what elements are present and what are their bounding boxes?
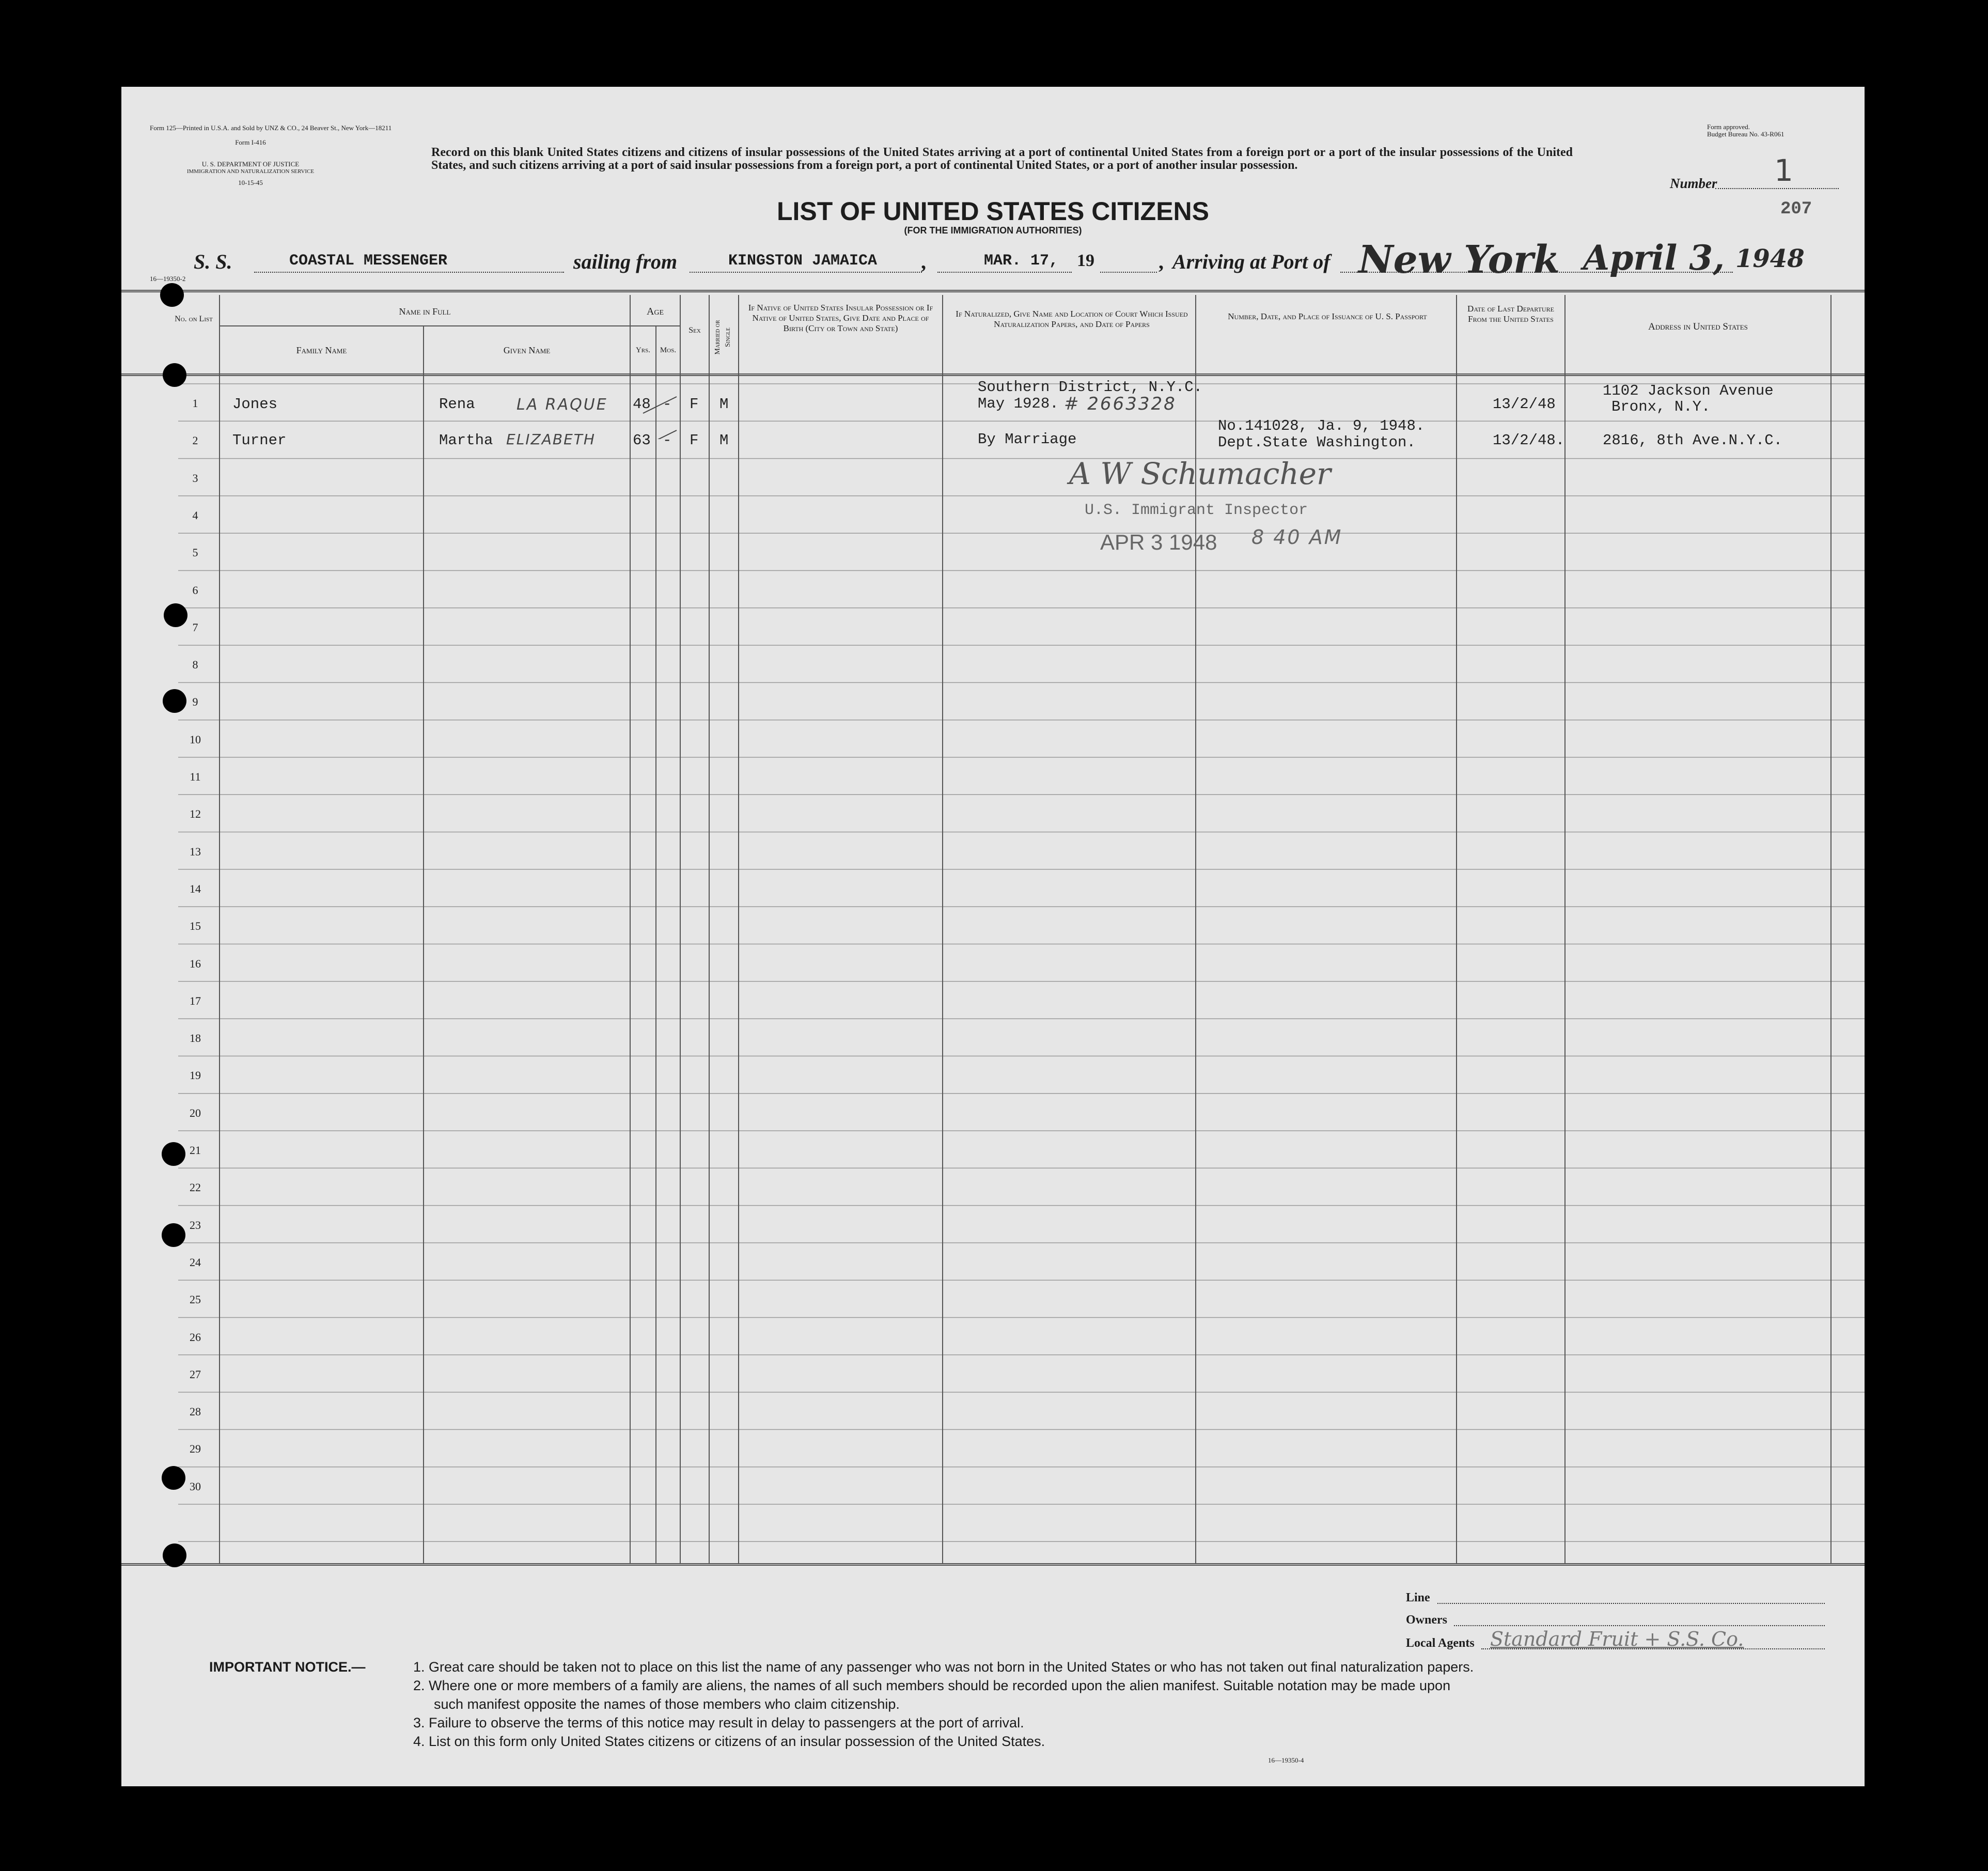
address-line-1: 2816, 8th Ave.N.Y.C. <box>1603 432 1783 449</box>
local-agents-label: Local Agents <box>1406 1636 1475 1650</box>
passport-number: No.141028, Ja. 9, 1948. <box>1218 417 1425 434</box>
age-years: 63 <box>633 432 651 449</box>
row-number: 28 <box>190 1405 201 1418</box>
arrival-date: April 3, <box>1583 238 1725 278</box>
col-naturalized: If Naturalized, Give Name and Location of Court Which Issued Naturalization Papers, and Date of Papers <box>956 309 1188 329</box>
naturalization-court: By Marriage <box>978 431 1077 448</box>
row-number: 18 <box>190 1032 201 1045</box>
col-yrs: Yrs. <box>635 346 651 354</box>
number-handwritten: 1 <box>1774 153 1795 188</box>
sex: F <box>690 396 699 413</box>
last-departure: 13/2/48. <box>1493 432 1565 449</box>
manifest-sheet <box>121 87 1865 1786</box>
col-last-departure: Date of Last Departure From the United States <box>1467 304 1554 324</box>
punch-hole <box>163 363 186 387</box>
col-given-name: Given Name <box>503 345 551 355</box>
budget-bureau: Budget Bureau No. 43-R061 <box>1707 130 1784 138</box>
punch-hole <box>162 1142 185 1166</box>
address-line-1: 1102 Jackson Avenue <box>1603 382 1774 399</box>
sex: F <box>690 432 699 449</box>
sailing-label: sailing from <box>573 250 678 273</box>
col-name-in-full: Name in Full <box>399 306 451 317</box>
row-number: 13 <box>190 845 201 858</box>
row-number: 26 <box>190 1330 201 1344</box>
bottom-code: 16—19350-4 <box>1268 1756 1304 1764</box>
owners-label: Owners <box>1406 1613 1447 1627</box>
row-number: 1 <box>192 397 198 410</box>
department: U. S. DEPARTMENT OF JUSTICE <box>201 160 300 168</box>
row-number: 15 <box>190 919 201 933</box>
family-name: Turner <box>232 432 287 449</box>
inspector-title-stamp: U.S. Immigrant Inspector <box>1085 502 1308 519</box>
row-number: 12 <box>190 807 201 821</box>
col-passport: Number, Date, and Place of Issuance of U. S. Passport <box>1228 311 1427 321</box>
line-label: Line <box>1406 1591 1430 1604</box>
punch-hole <box>162 1223 185 1247</box>
row-number: 19 <box>190 1069 201 1082</box>
given-name: Martha <box>439 432 493 449</box>
given-name-handwritten: ELIZABETH <box>506 431 596 448</box>
printer-line: Form 125—Printed in U.S.A. and Sold by UNZ & CO., 24 Beaver St., New York—18211 <box>150 124 392 132</box>
row-number: 29 <box>190 1442 201 1456</box>
address-line-2: Bronx, N.Y. <box>1611 398 1711 415</box>
row-number: 25 <box>190 1293 201 1306</box>
age-months: - <box>663 432 672 449</box>
service: IMMIGRATION AND NATURALIZATION SERVICE <box>186 168 315 175</box>
page-subtitle: (FOR THE IMMIGRATION AUTHORITIES) <box>904 225 1082 236</box>
row-grid <box>121 87 1865 1786</box>
row-number: 27 <box>190 1367 201 1381</box>
page-title: LIST OF UNITED STATES CITIZENS <box>776 197 1210 226</box>
row-number: 9 <box>192 695 198 709</box>
tick-marks <box>638 382 700 439</box>
col-family-name: Family Name <box>296 345 347 355</box>
line-underline <box>1437 1603 1825 1604</box>
col-age: Age <box>646 306 664 317</box>
family-name: Jones <box>232 396 278 413</box>
naturalization-date: May 1928. <box>978 395 1059 412</box>
row-number: 3 <box>192 471 198 485</box>
age-years: 48 <box>633 396 651 413</box>
notice-item-2: 2. Where one or more members of a family are aliens, the names of all such members should be recorded upon the alien manifest. Suitable notation may be made upon <box>413 1678 1451 1693</box>
row-number: 24 <box>190 1255 201 1269</box>
row-number: 30 <box>190 1479 201 1493</box>
row-number: 8 <box>192 658 198 672</box>
inspector-signature: A W Schumacher <box>1069 456 1331 491</box>
col-address: Address in United States <box>1648 321 1748 332</box>
punch-hole <box>164 603 187 627</box>
passport-place: Dept.State Washington. <box>1218 434 1416 451</box>
row-number: 10 <box>190 732 201 746</box>
owners-underline <box>1454 1625 1825 1626</box>
arrival-year: 1948 <box>1735 244 1805 273</box>
comma-1: , <box>921 250 926 273</box>
row-number: 22 <box>190 1181 201 1194</box>
date-stamp: APR 3 1948 <box>1100 530 1217 554</box>
row-number: 11 <box>190 770 201 783</box>
punch-hole <box>160 283 184 307</box>
age-months: - <box>663 396 672 413</box>
number-label: Number <box>1670 176 1717 191</box>
row-number: 20 <box>190 1106 201 1119</box>
year-label: 19 <box>1077 251 1094 270</box>
naturalization-number-handwritten: # 2663328 <box>1064 394 1177 414</box>
form-date: 10-15-45 <box>238 179 263 186</box>
row-number: 14 <box>190 882 201 895</box>
col-no-on-list: No. on List <box>175 315 213 323</box>
instructions: Record on this blank United States citizens and citizens of insular possessions of the United States arriving at a port of continental United States from a foreign port or a port of the insular possessions of the United States, and such citizens arriving at a port of said insular possessions from a foreign port, a port of continental United States, or a port of another insular possession. <box>431 146 1573 172</box>
row-number: 21 <box>190 1144 201 1157</box>
local-agents-handwritten: Standard Fruit + S.S. Co. <box>1490 1628 1744 1650</box>
row-number: 23 <box>190 1218 201 1231</box>
ship-name: COASTAL MESSENGER <box>289 252 448 270</box>
sailing-date: MAR. 17, <box>984 252 1059 270</box>
col-mos: Mos. <box>660 346 677 354</box>
col-married-single: Married or Single <box>714 320 732 355</box>
row-number: 16 <box>190 957 201 970</box>
notice-item-3: 3. Failure to observe the terms of this notice may result in delay to passengers at the port of arrival. <box>413 1715 1024 1730</box>
last-departure: 13/2/48 <box>1493 396 1556 413</box>
notice-item-2-continued: such manifest opposite the names of those members who claim citizenship. <box>434 1696 900 1712</box>
notice-item-4: 4. List on this form only United States citizens or citizens of an insular possession of the United States. <box>413 1734 1045 1749</box>
notice-item-1: 1. Great care should be taken not to place on this list the name of any passenger who was not born in the United States or who has not taken out final naturalization papers. <box>413 1659 1474 1675</box>
comma-2: , <box>1159 250 1164 273</box>
row-number: 7 <box>192 620 198 634</box>
ship-label: S. S. <box>194 250 232 273</box>
punch-hole <box>163 1543 186 1567</box>
marital-status: M <box>719 432 729 449</box>
marital-status: M <box>719 396 729 413</box>
punch-hole <box>163 689 186 713</box>
row-number: 6 <box>192 583 198 597</box>
number-stamped: 207 <box>1780 199 1812 219</box>
notice-heading: IMPORTANT NOTICE.— <box>209 1659 366 1675</box>
row-number: 4 <box>192 508 198 522</box>
side-code: 16—19350-2 <box>150 275 186 283</box>
approval-note: Form approved. <box>1707 123 1750 131</box>
col-native: If Native of United States Insular Possession or If Native of United States, Give Date and Place of Birth (City or Town and State) <box>748 303 933 333</box>
row-number: 2 <box>192 434 198 447</box>
col-sex: Sex <box>688 326 701 335</box>
form-number: Form I-416 <box>235 138 266 146</box>
given-name: Rena <box>439 396 475 413</box>
time-handwritten: 8 40 AM <box>1251 526 1343 549</box>
row-number: 5 <box>192 546 198 559</box>
arriving-label: Arriving at Port of <box>1172 250 1330 273</box>
punch-hole <box>162 1466 185 1490</box>
naturalization-court: Southern District, N.Y.C. <box>978 379 1203 396</box>
sailing-from: KINGSTON JAMAICA <box>728 252 878 270</box>
given-name-handwritten: LA RAQUE <box>516 396 608 414</box>
row-number: 17 <box>190 994 201 1007</box>
arrival-port: New York <box>1358 238 1560 282</box>
